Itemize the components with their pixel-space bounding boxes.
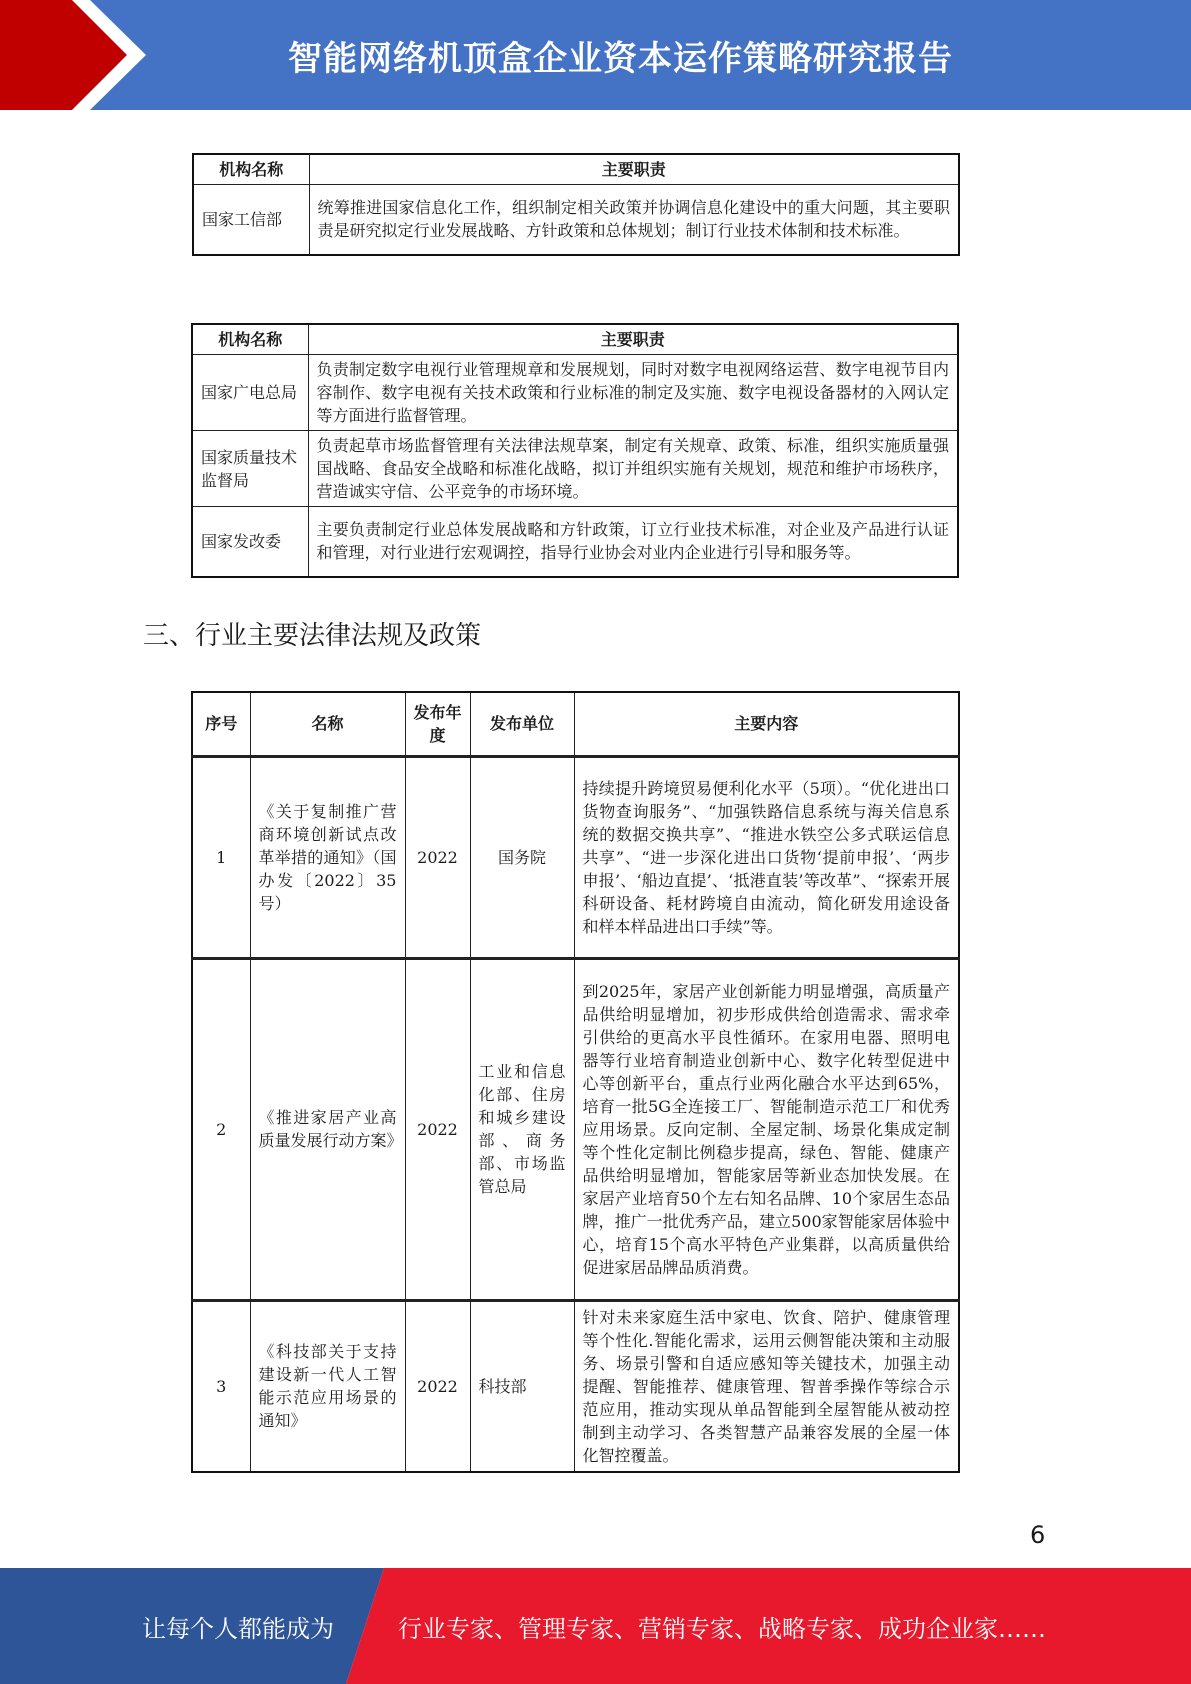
table-row [192, 355, 958, 431]
policy-no: 1 [192, 756, 250, 958]
header-bar [0, 0, 1191, 110]
table-row [192, 958, 959, 1300]
footer-slogan-left: 让每个人都能成为 [142, 1614, 334, 1643]
org-duty: 统筹推进国家信息化工作，组织制定相关政策并协调信息化建设中的重大问题，其主要职责是研究拟定行业发展战略、方针政策和总体规划；制订行业技术体制和技术标准。 [309, 185, 959, 255]
col-header-year: 发布年度 [405, 692, 470, 756]
table-row [192, 1300, 959, 1472]
table-header-row [192, 692, 959, 756]
table-row [192, 431, 958, 507]
col-header-org: 机构名称 [193, 154, 309, 185]
org-duty: 主要负责制定行业总体发展战略和方针政策，订立行业技术标准，对企业及产品进行认证和管理，对行业进行宏观调控，指导行业协会对业内企业进行引导和服务等。 [308, 507, 958, 577]
org-duty-table-1 [192, 153, 960, 256]
page-number: 6 [1030, 1521, 1046, 1549]
org-name: 国家广电总局 [192, 355, 308, 431]
policy-name: 《科技部关于支持建设新一代人工智能示范应用场景的通知》 [250, 1300, 405, 1472]
policy-name: 《关于复制推广营商环境创新试点改革举措的通知》（国办发〔2022〕35号） [250, 756, 405, 958]
table-row [192, 507, 958, 577]
col-header-duty: 主要职责 [308, 324, 958, 355]
org-duty: 负责起草市场监督管理有关法律法规草案，制定有关规章、政策、标准，组织实施质量强国战略、食品安全战略和标准化战略，拟订并组织实施有关规划，规范和维护市场秩序，营造诚实守信、公平竞争的市场环境。 [308, 431, 958, 507]
policy-name: 《推进家居产业高质量发展行动方案》 [250, 958, 405, 1300]
org-name: 国家工信部 [193, 185, 309, 255]
header-chevron-decoration [0, 0, 200, 110]
policy-no: 3 [192, 1300, 250, 1472]
policy-unit: 科技部 [470, 1300, 574, 1472]
org-name: 国家质量技术监督局 [192, 431, 308, 507]
org-name: 国家发改委 [192, 507, 308, 577]
org-duty: 负责制定数字电视行业管理规章和发展规划，同时对数字电视网络运营、数字电视节目内容制作、数字电视有关技术政策和行业标准的制定及实施、数字电视设备器材的入网认定等方面进行监督管理。 [308, 355, 958, 431]
policy-year: 2022 [405, 756, 470, 958]
footer-banner [0, 1568, 1191, 1684]
org-duty-table-2 [191, 323, 959, 578]
col-header-content: 主要内容 [574, 692, 959, 756]
policy-table [191, 691, 960, 1473]
document-title: 智能网络机顶盒企业资本运作策略研究报告 [288, 38, 953, 79]
policy-unit: 工业和信息化部、住房和城乡建设部、商务部、市场监管总局 [470, 958, 574, 1300]
policy-year: 2022 [405, 958, 470, 1300]
col-header-no: 序号 [192, 692, 250, 756]
policy-content: 到2025年，家居产业创新能力明显增强，高质量产品供给明显增加，初步形成供给创造需求、需求牵引供给的更高水平良性循环。在家用电器、照明电器等行业培育制造业创新中心、数字化转型促进中心等创新平台，重点行业两化融合水平达到65%，培育一批5G全连接工厂、智能制造示范工厂和优秀应用场景。反向定制、全屋定制、场景化集成定制等个性化定制比例稳步提高，绿色、智能、健康产品供给明显增加，智能家居等新业态加快发展。在家居产业培育50个左右知名品牌、10个家居生态品牌，推广一批优秀产品，建立500家智能家居体验中心，培育15个高水平特色产业集群，以高质量供给促进家居品牌品质消费。 [574, 958, 959, 1300]
table-header-row [193, 154, 959, 185]
policy-no: 2 [192, 958, 250, 1300]
col-header-duty: 主要职责 [309, 154, 959, 185]
table-row [193, 185, 959, 255]
col-header-unit: 发布单位 [470, 692, 574, 756]
section-heading: 三、行业主要法律法规及政策 [143, 621, 482, 651]
col-header-org: 机构名称 [192, 324, 308, 355]
footer-slogan-right: 行业专家、管理专家、营销专家、战略专家、成功企业家…… [398, 1614, 1046, 1643]
table-header-row [192, 324, 958, 355]
table-row [192, 756, 959, 958]
policy-content: 持续提升跨境贸易便利化水平（5项）。“优化进出口货物查询服务”、“加强铁路信息系统与海关信息系统的数据交换共享”、“推进水铁空公多式联运信息共享”、“进一步深化进出口货物‘提前申报’、‘两步申报’、‘船边直提’、‘抵港直装’等改革”、“探索开展科研设备、耗材跨境自由流动，简化研发用途设备和样本样品进出口手续”等。 [574, 756, 959, 958]
policy-unit: 国务院 [470, 756, 574, 958]
policy-content: 针对未来家庭生活中家电、饮食、陪护、健康管理等个性化.智能化需求，运用云侧智能决策和主动服务、场景引警和自适应感知等关键技术，加强主动提醒、智能推荐、健康管理、智普季操作等综合示范应用，推动实现从单品智能到全屋智能从被动控制到主动学习、各类智慧产品兼容发展的全屋一体化智控覆盖。 [574, 1300, 959, 1472]
policy-year: 2022 [405, 1300, 470, 1472]
col-header-name: 名称 [250, 692, 405, 756]
